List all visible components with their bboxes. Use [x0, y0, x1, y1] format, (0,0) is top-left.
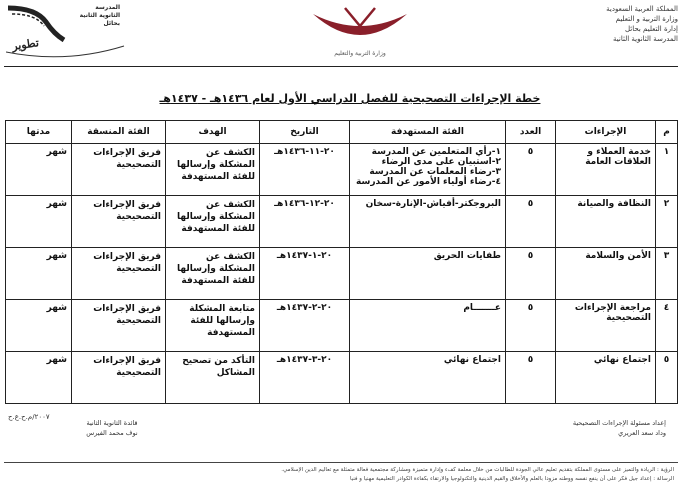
- row-count: ٥: [506, 196, 556, 248]
- letterhead-line: وزارة التربية و التعليم: [615, 15, 678, 23]
- row-duration: شهر: [6, 248, 72, 300]
- row-goal: الكشف عن المشكلة وإرسالها للفئة المستهدفة: [166, 248, 260, 300]
- row-target: عـــــــام: [350, 300, 506, 352]
- leader-label: قائدة الثانوية الثانية: [86, 419, 138, 427]
- row-goal: متابعة المشكلة وإرسالها للفئة المستهدفة: [166, 300, 260, 352]
- letterhead-right: [538, 4, 678, 44]
- row-team: فريق الإجراءات التصحيحية: [72, 248, 166, 300]
- ministry-emblem: [290, 4, 430, 62]
- header-num: م: [656, 121, 678, 144]
- row-date: ٢٠-١٢-١٤٣٦هـ: [260, 196, 350, 248]
- row-num: ٢: [656, 196, 678, 248]
- row-duration: شهر: [6, 196, 72, 248]
- school-leader: [8, 413, 172, 438]
- row-target: اجتماع نهائي: [350, 352, 506, 404]
- leader-name: نوف محمد الفيرس: [86, 429, 138, 437]
- ministry-caption: وزارة التربية والتعليم: [334, 50, 386, 57]
- row-action: خدمة العملاء و العلاقات العامة: [556, 144, 656, 196]
- row-team: فريق الإجراءات التصحيحية: [72, 196, 166, 248]
- table-header-row: [6, 121, 678, 144]
- row-num: ٤: [656, 300, 678, 352]
- row-num: ٥: [656, 352, 678, 404]
- mission-line: الرسالة : إعداد جيل فكر على أن ينفع نفسه ووطنه مزودا بالعلم والأخلاق والقيم الدينية والتكنولوجيا والارتقاء بكفاءة الكوادر التعليمية مهنيا و فنيا: [349, 476, 674, 482]
- row-team: فريق الإجراءات التصحيحية: [72, 352, 166, 404]
- vision-mission: [10, 466, 674, 484]
- row-num: ٣: [656, 248, 678, 300]
- table-row: [6, 196, 678, 248]
- row-team: فريق الإجراءات التصحيحية: [72, 144, 166, 196]
- row-count: ٥: [506, 352, 556, 404]
- header-team: الفئة المنسقة: [72, 121, 166, 144]
- row-count: ٥: [506, 300, 556, 352]
- row-target: البروجكتر-أفياش-الإنارة-سخان: [350, 196, 506, 248]
- row-action: الأمن والسلامة: [556, 248, 656, 300]
- row-goal: التأكد من تصحيح المشاكل: [166, 352, 260, 404]
- row-action: النظافة والصيانة: [556, 196, 656, 248]
- prepared-label: إعداد مسئولة الإجراءات التصحيحية: [572, 419, 666, 427]
- row-team: فريق الإجراءات التصحيحية: [72, 300, 166, 352]
- header-date: التاريخ: [260, 121, 350, 144]
- vision-line: الرؤية : الريادة والتميز على مستوى المملكة بتقديم تعليم عالي الجودة للطالبات من خلال معلمة كفء وإدارة متميزة ومشاركة مجتمعية فعالة متمثلة مع تعاليم الدين الإسلامي.: [281, 467, 674, 473]
- header-duration: مدتها: [6, 121, 72, 144]
- corrective-plan-table: [5, 120, 678, 404]
- row-action: مراجعة الإجراءات التصحيحية: [556, 300, 656, 352]
- row-duration: شهر: [6, 300, 72, 352]
- row-count: ٥: [506, 248, 556, 300]
- row-date: ٢٠-١١-١٤٣٦هـ: [260, 144, 350, 196]
- table-row: [6, 300, 678, 352]
- row-duration: شهر: [6, 352, 72, 404]
- prepared-name: وداد سعد العريري: [618, 429, 666, 437]
- prepared-by: [573, 418, 666, 438]
- school-logo-text: المدرسة الثانوية الثانية بحائل: [79, 4, 120, 27]
- row-count: ٥: [506, 144, 556, 196]
- table-row: [6, 352, 678, 404]
- header-target: الفئة المستهدفة: [350, 121, 506, 144]
- header-goal: الهدف: [166, 121, 260, 144]
- row-target: ١-رأي المتعلمين عن المدرسة ٢-استبيان على مدى الرضاء ٣-رضاء المعلمات عن المدرسة ٤-رضاء أولياء الأمور عن المدرسة: [350, 144, 506, 196]
- brand-mark: تطوير: [11, 36, 40, 53]
- table-row: [6, 248, 678, 300]
- ministry-logo-icon: [305, 4, 415, 48]
- row-goal: الكشف عن المشكلة وإرسالها للفئة المستهدفة: [166, 144, 260, 196]
- date-stamp: ٢٠٠٧/م.ح.ع.ح: [8, 413, 50, 421]
- header-divider: [4, 66, 678, 67]
- table-row: [6, 144, 678, 196]
- header-count: العدد: [506, 121, 556, 144]
- row-date: ٢٠-٣-١٤٣٧هـ: [260, 352, 350, 404]
- plan-title: خطة الإجراءات التصحيحية للفصل الدراسي الأول لعام ١٤٣٦هـ - ١٤٣٧هـ: [159, 92, 541, 105]
- letterhead-line: إدارة التعليم بحائل: [624, 25, 678, 33]
- row-date: ٢٠-١-١٤٣٧هـ: [260, 248, 350, 300]
- row-action: اجتماع نهائي: [556, 352, 656, 404]
- letterhead-line: المملكة العربية السعودية: [606, 5, 678, 13]
- header-action: الإجراءات: [556, 121, 656, 144]
- row-goal: الكشف عن المشكلة وإرسالها للفئة المستهدفة: [166, 196, 260, 248]
- row-duration: شهر: [6, 144, 72, 196]
- school-logo: [6, 2, 126, 62]
- letterhead-line: المدرسة الثانوية الثانية: [613, 35, 678, 43]
- footer-divider: [4, 462, 678, 463]
- row-target: طفايات الحريق: [350, 248, 506, 300]
- row-date: ٢٠-٢-١٤٣٧هـ: [260, 300, 350, 352]
- row-num: ١: [656, 144, 678, 196]
